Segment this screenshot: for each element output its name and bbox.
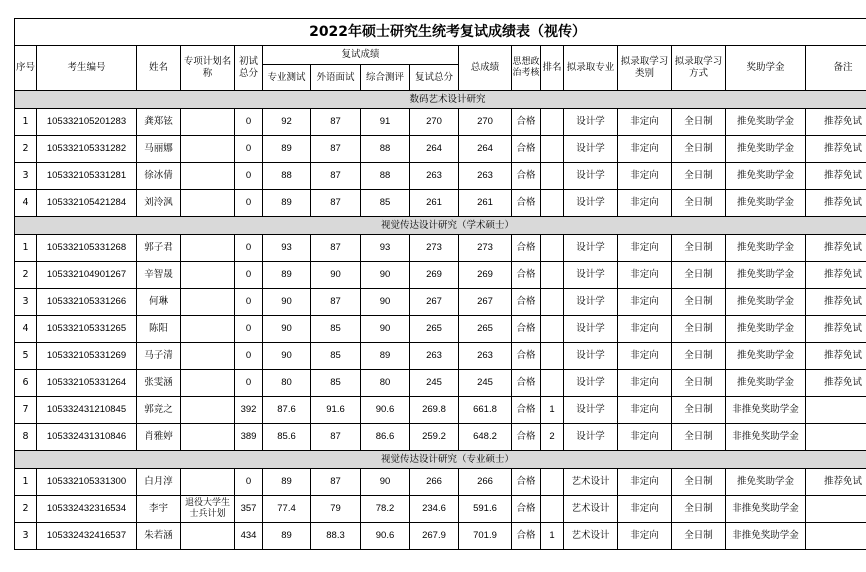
cell-total: 701.9: [459, 523, 512, 550]
table-row: [15, 523, 866, 550]
header-politics: 思想政治考核: [512, 46, 541, 91]
cell-comprehensive: 85: [361, 190, 410, 217]
cell-category: 非定向: [618, 523, 672, 550]
cell-special-plan: [181, 262, 235, 289]
cell-prelim: 0: [235, 370, 263, 397]
header-retest-group: 复试成绩: [263, 46, 459, 65]
cell-foreign-interview: 88.3: [311, 523, 361, 550]
cell-category: 非定向: [618, 397, 672, 424]
cell-special-plan: [181, 190, 235, 217]
table-row: [15, 262, 866, 289]
table-row: [15, 424, 866, 451]
cell-name: 刘泠沨: [137, 190, 181, 217]
cell-rank: [541, 190, 564, 217]
header-major: 拟录取专业: [564, 46, 618, 91]
cell-major: 设计学: [564, 136, 618, 163]
cell-retest-total: 269.8: [410, 397, 459, 424]
cell-comprehensive: 78.2: [361, 496, 410, 523]
cell-seq: 1: [15, 469, 37, 496]
cell-scholarship: 推免奖助学金: [726, 136, 806, 163]
cell-scholarship: 推免奖助学金: [726, 469, 806, 496]
cell-major: 设计学: [564, 289, 618, 316]
header-special-plan: 专项计划名称: [181, 46, 235, 91]
score-table: [14, 18, 866, 550]
cell-foreign-interview: 87: [311, 289, 361, 316]
cell-rank: [541, 262, 564, 289]
cell-retest-total: 263: [410, 163, 459, 190]
cell-prelim: 434: [235, 523, 263, 550]
cell-comprehensive: 90: [361, 262, 410, 289]
cell-major: 设计学: [564, 190, 618, 217]
table-row: [15, 316, 866, 343]
cell-name: 马丽娜: [137, 136, 181, 163]
cell-politics: 合格: [512, 523, 541, 550]
cell-seq: 7: [15, 397, 37, 424]
cell-politics: 合格: [512, 424, 541, 451]
cell-total: 265: [459, 316, 512, 343]
cell-retest-total: 266: [410, 469, 459, 496]
cell-comprehensive: 86.6: [361, 424, 410, 451]
cell-pro-test: 89: [263, 469, 311, 496]
cell-pro-test: 90: [263, 289, 311, 316]
cell-major: 艺术设计: [564, 523, 618, 550]
cell-foreign-interview: 90: [311, 262, 361, 289]
cell-category: 非定向: [618, 316, 672, 343]
cell-seq: 3: [15, 523, 37, 550]
cell-remark: 推荐免试: [806, 289, 866, 316]
cell-total: 267: [459, 289, 512, 316]
cell-remark: 推荐免试: [806, 316, 866, 343]
cell-category: 非定向: [618, 289, 672, 316]
cell-special-plan: 退役大学生士兵计划: [181, 496, 235, 523]
header-prelim: 初试总分: [235, 46, 263, 91]
cell-major: 设计学: [564, 343, 618, 370]
cell-special-plan: [181, 136, 235, 163]
cell-foreign-interview: 91.6: [311, 397, 361, 424]
cell-rank: [541, 235, 564, 262]
cell-politics: 合格: [512, 469, 541, 496]
table-row: [15, 370, 866, 397]
table-row: [15, 496, 866, 523]
cell-mode: 全日制: [672, 136, 726, 163]
cell-exam-no: 105332105331268: [37, 235, 137, 262]
cell-mode: 全日制: [672, 289, 726, 316]
cell-scholarship: 推免奖助学金: [726, 262, 806, 289]
cell-remark: [806, 523, 866, 550]
header-seq: 序号: [15, 46, 37, 91]
cell-special-plan: [181, 289, 235, 316]
cell-scholarship: 推免奖助学金: [726, 370, 806, 397]
cell-prelim: 0: [235, 109, 263, 136]
cell-special-plan: [181, 397, 235, 424]
section-row: [15, 91, 866, 109]
cell-scholarship: 非推免奖助学金: [726, 397, 806, 424]
cell-seq: 8: [15, 424, 37, 451]
cell-exam-no: 105332431310846: [37, 424, 137, 451]
cell-mode: 全日制: [672, 343, 726, 370]
cell-total: 261: [459, 190, 512, 217]
cell-rank: [541, 289, 564, 316]
score-sheet: [14, 18, 863, 550]
cell-retest-total: 263: [410, 343, 459, 370]
cell-politics: 合格: [512, 496, 541, 523]
cell-mode: 全日制: [672, 469, 726, 496]
cell-prelim: 389: [235, 424, 263, 451]
cell-name: 马子清: [137, 343, 181, 370]
cell-total: 591.6: [459, 496, 512, 523]
cell-remark: [806, 397, 866, 424]
cell-exam-no: 105332105421284: [37, 190, 137, 217]
cell-exam-no: 105332105201283: [37, 109, 137, 136]
cell-foreign-interview: 85: [311, 316, 361, 343]
cell-total: 263: [459, 163, 512, 190]
cell-mode: 全日制: [672, 262, 726, 289]
cell-retest-total: 264: [410, 136, 459, 163]
cell-scholarship: 推免奖助学金: [726, 163, 806, 190]
cell-prelim: 0: [235, 316, 263, 343]
header-total: 总成绩: [459, 46, 512, 91]
cell-politics: 合格: [512, 262, 541, 289]
cell-rank: [541, 163, 564, 190]
cell-category: 非定向: [618, 109, 672, 136]
cell-rank: [541, 316, 564, 343]
cell-total: 648.2: [459, 424, 512, 451]
table-row: [15, 289, 866, 316]
cell-foreign-interview: 79: [311, 496, 361, 523]
cell-name: 白月淳: [137, 469, 181, 496]
cell-special-plan: [181, 469, 235, 496]
cell-major: 设计学: [564, 109, 618, 136]
cell-major: 设计学: [564, 370, 618, 397]
cell-remark: 推荐免试: [806, 343, 866, 370]
cell-exam-no: 105332105331281: [37, 163, 137, 190]
cell-rank: [541, 343, 564, 370]
cell-politics: 合格: [512, 397, 541, 424]
cell-seq: 3: [15, 163, 37, 190]
cell-foreign-interview: 87: [311, 235, 361, 262]
section-title: 视觉传达设计研究（学术硕士）: [15, 217, 866, 235]
cell-mode: 全日制: [672, 397, 726, 424]
cell-name: 辛智晟: [137, 262, 181, 289]
cell-remark: [806, 424, 866, 451]
cell-politics: 合格: [512, 316, 541, 343]
cell-pro-test: 90: [263, 343, 311, 370]
header-comprehensive: 综合测评: [361, 65, 410, 91]
cell-rank: 1: [541, 523, 564, 550]
cell-pro-test: 93: [263, 235, 311, 262]
cell-category: 非定向: [618, 190, 672, 217]
cell-retest-total: 270: [410, 109, 459, 136]
cell-remark: 推荐免试: [806, 163, 866, 190]
cell-foreign-interview: 87: [311, 190, 361, 217]
header-rank: 排名: [541, 46, 564, 91]
cell-rank: [541, 370, 564, 397]
cell-politics: 合格: [512, 136, 541, 163]
cell-special-plan: [181, 235, 235, 262]
cell-rank: [541, 496, 564, 523]
cell-remark: 推荐免试: [806, 262, 866, 289]
cell-major: 设计学: [564, 235, 618, 262]
header-category: 拟录取学习类别: [618, 46, 672, 91]
cell-exam-no: 105332105331266: [37, 289, 137, 316]
cell-rank: [541, 136, 564, 163]
cell-total: 266: [459, 469, 512, 496]
cell-pro-test: 92: [263, 109, 311, 136]
cell-retest-total: 234.6: [410, 496, 459, 523]
cell-special-plan: [181, 370, 235, 397]
cell-total: 273: [459, 235, 512, 262]
cell-scholarship: 推免奖助学金: [726, 190, 806, 217]
cell-exam-no: 105332104901267: [37, 262, 137, 289]
cell-foreign-interview: 87: [311, 469, 361, 496]
header-name: 姓名: [137, 46, 181, 91]
cell-total: 270: [459, 109, 512, 136]
cell-name: 李宇: [137, 496, 181, 523]
cell-category: 非定向: [618, 424, 672, 451]
cell-pro-test: 89: [263, 262, 311, 289]
cell-total: 661.8: [459, 397, 512, 424]
table-row: [15, 235, 866, 262]
cell-name: 龚郑铉: [137, 109, 181, 136]
cell-remark: 推荐免试: [806, 109, 866, 136]
table-row: [15, 136, 866, 163]
cell-category: 非定向: [618, 370, 672, 397]
cell-comprehensive: 91: [361, 109, 410, 136]
cell-prelim: 0: [235, 343, 263, 370]
cell-name: 朱若涵: [137, 523, 181, 550]
cell-retest-total: 269: [410, 262, 459, 289]
cell-retest-total: 267.9: [410, 523, 459, 550]
cell-prelim: 0: [235, 262, 263, 289]
cell-exam-no: 105332432416537: [37, 523, 137, 550]
cell-pro-test: 89: [263, 523, 311, 550]
table-row: [15, 109, 866, 136]
cell-scholarship: 推免奖助学金: [726, 109, 806, 136]
cell-name: 陈阳: [137, 316, 181, 343]
cell-politics: 合格: [512, 370, 541, 397]
cell-foreign-interview: 87: [311, 424, 361, 451]
cell-mode: 全日制: [672, 496, 726, 523]
cell-mode: 全日制: [672, 190, 726, 217]
cell-seq: 2: [15, 496, 37, 523]
cell-prelim: 0: [235, 190, 263, 217]
cell-exam-no: 105332432316534: [37, 496, 137, 523]
cell-politics: 合格: [512, 109, 541, 136]
cell-scholarship: 非推免奖助学金: [726, 424, 806, 451]
cell-scholarship: 推免奖助学金: [726, 289, 806, 316]
cell-remark: 推荐免试: [806, 190, 866, 217]
cell-pro-test: 87.6: [263, 397, 311, 424]
cell-major: 设计学: [564, 397, 618, 424]
cell-politics: 合格: [512, 190, 541, 217]
cell-name: 郭竞之: [137, 397, 181, 424]
section-row: [15, 217, 866, 235]
cell-prelim: 0: [235, 469, 263, 496]
header-remark: 备注: [806, 46, 866, 91]
cell-special-plan: [181, 316, 235, 343]
cell-seq: 2: [15, 262, 37, 289]
cell-pro-test: 80: [263, 370, 311, 397]
cell-comprehensive: 90: [361, 289, 410, 316]
cell-comprehensive: 80: [361, 370, 410, 397]
cell-prelim: 357: [235, 496, 263, 523]
cell-special-plan: [181, 343, 235, 370]
cell-category: 非定向: [618, 469, 672, 496]
cell-retest-total: 267: [410, 289, 459, 316]
cell-comprehensive: 90: [361, 316, 410, 343]
cell-comprehensive: 89: [361, 343, 410, 370]
cell-mode: 全日制: [672, 163, 726, 190]
cell-scholarship: 推免奖助学金: [726, 235, 806, 262]
cell-category: 非定向: [618, 235, 672, 262]
cell-prelim: 0: [235, 235, 263, 262]
cell-retest-total: 273: [410, 235, 459, 262]
cell-prelim: 0: [235, 289, 263, 316]
page-title: 2022年硕士研究生统考复试成绩表（视传）: [15, 19, 866, 46]
cell-retest-total: 261: [410, 190, 459, 217]
cell-category: 非定向: [618, 163, 672, 190]
cell-special-plan: [181, 523, 235, 550]
cell-pro-test: 88: [263, 163, 311, 190]
cell-category: 非定向: [618, 262, 672, 289]
cell-major: 设计学: [564, 262, 618, 289]
header-exam-no: 考生编号: [37, 46, 137, 91]
header-retest-total: 复试总分: [410, 65, 459, 91]
cell-rank: 1: [541, 397, 564, 424]
cell-politics: 合格: [512, 289, 541, 316]
cell-comprehensive: 88: [361, 163, 410, 190]
cell-foreign-interview: 87: [311, 109, 361, 136]
cell-retest-total: 265: [410, 316, 459, 343]
cell-pro-test: 90: [263, 316, 311, 343]
cell-category: 非定向: [618, 496, 672, 523]
cell-name: 郭子君: [137, 235, 181, 262]
cell-remark: [806, 496, 866, 523]
cell-special-plan: [181, 163, 235, 190]
cell-comprehensive: 90: [361, 469, 410, 496]
header-pro-test: 专业测试: [263, 65, 311, 91]
header-mode: 拟录取学习方式: [672, 46, 726, 91]
cell-seq: 5: [15, 343, 37, 370]
cell-major: 艺术设计: [564, 496, 618, 523]
cell-special-plan: [181, 424, 235, 451]
cell-category: 非定向: [618, 136, 672, 163]
cell-exam-no: 105332105331300: [37, 469, 137, 496]
cell-mode: 全日制: [672, 316, 726, 343]
cell-exam-no: 105332105331282: [37, 136, 137, 163]
cell-scholarship: 非推免奖助学金: [726, 496, 806, 523]
cell-comprehensive: 93: [361, 235, 410, 262]
cell-pro-test: 89: [263, 136, 311, 163]
cell-pro-test: 89: [263, 190, 311, 217]
cell-politics: 合格: [512, 235, 541, 262]
cell-mode: 全日制: [672, 523, 726, 550]
cell-remark: 推荐免试: [806, 469, 866, 496]
cell-exam-no: 105332105331265: [37, 316, 137, 343]
cell-rank: 2: [541, 424, 564, 451]
cell-foreign-interview: 85: [311, 370, 361, 397]
cell-foreign-interview: 85: [311, 343, 361, 370]
cell-scholarship: 推免奖助学金: [726, 316, 806, 343]
cell-seq: 1: [15, 109, 37, 136]
cell-seq: 4: [15, 316, 37, 343]
cell-politics: 合格: [512, 343, 541, 370]
header-foreign-interview: 外语面试: [311, 65, 361, 91]
cell-exam-no: 105332431210845: [37, 397, 137, 424]
cell-seq: 4: [15, 190, 37, 217]
cell-foreign-interview: 87: [311, 163, 361, 190]
cell-name: 徐冰倩: [137, 163, 181, 190]
cell-prelim: 392: [235, 397, 263, 424]
cell-prelim: 0: [235, 136, 263, 163]
cell-mode: 全日制: [672, 370, 726, 397]
section-title: 数码艺术设计研究: [15, 91, 866, 109]
cell-mode: 全日制: [672, 235, 726, 262]
cell-remark: 推荐免试: [806, 370, 866, 397]
header-scholarship: 奖助学金: [726, 46, 806, 91]
table-row: [15, 469, 866, 496]
table-row: [15, 397, 866, 424]
cell-remark: 推荐免试: [806, 235, 866, 262]
cell-exam-no: 105332105331269: [37, 343, 137, 370]
cell-major: 设计学: [564, 163, 618, 190]
table-row: [15, 163, 866, 190]
cell-seq: 3: [15, 289, 37, 316]
cell-seq: 6: [15, 370, 37, 397]
cell-exam-no: 105332105331264: [37, 370, 137, 397]
cell-major: 艺术设计: [564, 469, 618, 496]
cell-retest-total: 259.2: [410, 424, 459, 451]
cell-pro-test: 77.4: [263, 496, 311, 523]
table-row: [15, 190, 866, 217]
cell-comprehensive: 88: [361, 136, 410, 163]
section-title: 视觉传达设计研究（专业硕士）: [15, 451, 866, 469]
cell-politics: 合格: [512, 163, 541, 190]
cell-retest-total: 245: [410, 370, 459, 397]
cell-total: 264: [459, 136, 512, 163]
cell-remark: 推荐免试: [806, 136, 866, 163]
cell-category: 非定向: [618, 343, 672, 370]
section-row: [15, 451, 866, 469]
cell-comprehensive: 90.6: [361, 523, 410, 550]
cell-comprehensive: 90.6: [361, 397, 410, 424]
cell-name: 何琳: [137, 289, 181, 316]
cell-total: 263: [459, 343, 512, 370]
cell-major: 设计学: [564, 424, 618, 451]
table-row: [15, 343, 866, 370]
cell-scholarship: 推免奖助学金: [726, 343, 806, 370]
cell-rank: [541, 109, 564, 136]
cell-rank: [541, 469, 564, 496]
cell-mode: 全日制: [672, 109, 726, 136]
cell-name: 肖雅婷: [137, 424, 181, 451]
cell-prelim: 0: [235, 163, 263, 190]
cell-pro-test: 85.6: [263, 424, 311, 451]
cell-seq: 2: [15, 136, 37, 163]
cell-foreign-interview: 87: [311, 136, 361, 163]
cell-seq: 1: [15, 235, 37, 262]
cell-special-plan: [181, 109, 235, 136]
cell-mode: 全日制: [672, 424, 726, 451]
cell-name: 张雯涵: [137, 370, 181, 397]
cell-total: 245: [459, 370, 512, 397]
cell-total: 269: [459, 262, 512, 289]
cell-scholarship: 非推免奖助学金: [726, 523, 806, 550]
cell-major: 设计学: [564, 316, 618, 343]
